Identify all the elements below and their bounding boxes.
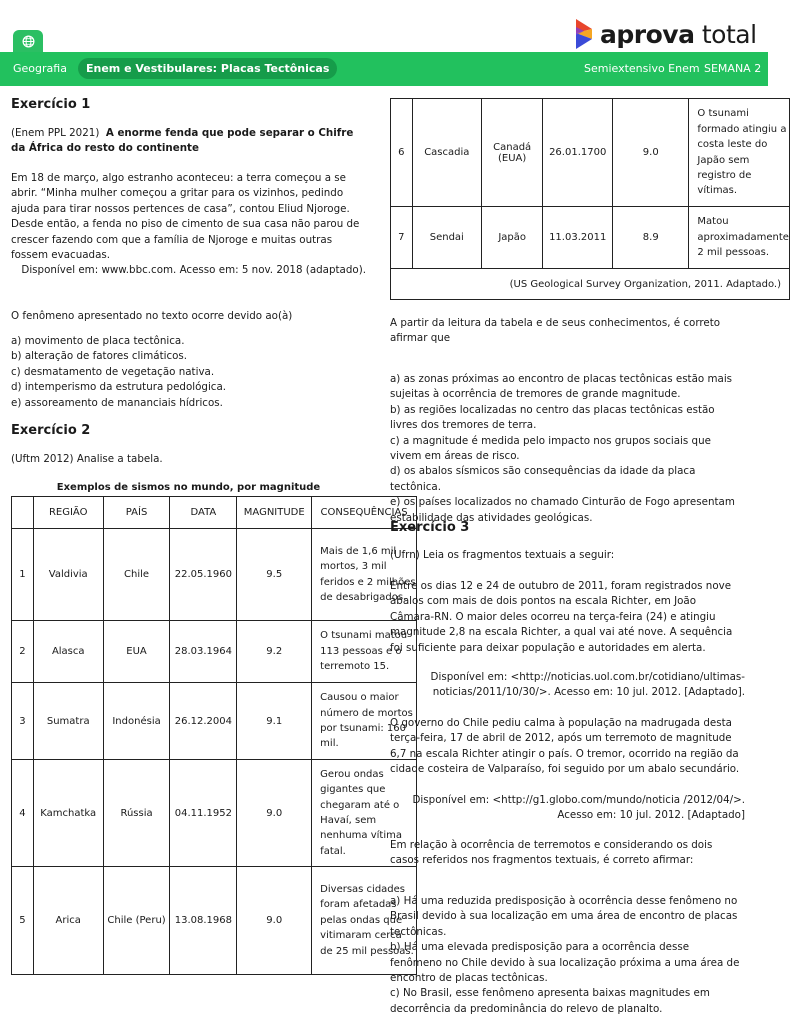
top-header: [0, 0, 768, 52]
table-header-row: [12, 497, 417, 529]
subject-link[interactable]: Geografia: [13, 62, 67, 75]
table-row: [391, 99, 790, 207]
option-b[interactable]: b) alteração de fatores climáticos.: [11, 350, 188, 363]
exercise-1-header: [11, 126, 369, 157]
exercise-3-citation-1: Disponível em: <http://noticias.uol.com.br/cotidiano/ultimas-noticias/2011/10/30/>. Acesso em: 10 jul. 2012. [Adaptado].: [430, 671, 745, 699]
option-e[interactable]: e) os países localizados no chamado Cinturão de Fogo apresentam estabilidade das atividades geológicas.: [390, 496, 735, 524]
table-cell: Gerou ondas gigantes que chegaram até o Havaí, sem nenhuma vítima fatal.: [312, 760, 417, 867]
exercise-3-question: Em relação à ocorrência de terremotos e considerando os dois casos referidos nos fragmentos textuais, é correto afirmar:: [390, 839, 713, 867]
table-cell: 11.03.2011: [543, 207, 613, 269]
exercise-2-question: A partir da leitura da tabela e de seus conhecimentos, é correto afirmar que: [390, 317, 721, 345]
option-d[interactable]: d) intemperismo da estrutura pedológica.: [11, 381, 227, 394]
exercise-3-fragment-1: Entre os dias 12 e 24 de outubro de 2011, foram registrados nove abalos com mais de dois pontos na escala Richter, em João Câmara-RN. O maior deles ocorreu na terça-feira (24) e atingiu magnitude 2,8 na escala Richter, a qual vai até nove. A sequência foi suficiente para deixar população e autoridades em alerta.: [390, 580, 733, 654]
table-row: [391, 207, 790, 269]
exercise-3-citation-2: Disponível em: <http://g1.globo.com/mundo/noticia /2012/04/>. Acesso em: 10 jul. 2012. [Adaptado]: [412, 794, 745, 822]
column-header: MAGNITUDE: [237, 497, 312, 529]
table-cell: 1: [12, 529, 34, 621]
table-cell: O tsunami formado atingiu a costa leste do Japão sem registro de vítimas.: [689, 99, 790, 207]
course-label[interactable]: Semiextensivo Enem: [584, 62, 700, 75]
table-cell: O tsunami matou 113 pessoas e o terremoto 15.: [312, 621, 417, 683]
table-cell: Valdivia: [33, 529, 103, 621]
exercise-1-headline: A enorme fenda que pode separar o Chifre da África do resto do continente: [11, 127, 354, 155]
table-cell: Cascadia: [412, 99, 481, 207]
option-a[interactable]: a) movimento de placa tectônica.: [11, 335, 185, 347]
week-label[interactable]: SEMANA 2: [704, 62, 762, 75]
logo-mark-icon: [574, 19, 594, 49]
table-cell: 04.11.1952: [170, 760, 237, 867]
earthquake-table-part1: [11, 496, 417, 975]
table-cell: Kamchatka: [33, 760, 103, 867]
table-cell: 3: [12, 683, 34, 760]
table-source: (US Geological Survey Organization, 2011. Adaptado.): [391, 269, 790, 300]
option-b[interactable]: b) as regiões localizadas no centro das placas tectônicas estão livres dos tremores de terra.: [390, 403, 715, 432]
exercise-3-title: Exercício 3: [390, 520, 470, 535]
option-a[interactable]: a) as zonas próximas ao encontro de placas tectônicas estão mais sujeitas à ocorrência de tremores de grande magnitude.: [390, 373, 733, 401]
table-cell: 9.0: [613, 99, 689, 207]
option-c[interactable]: c) No Brasil, esse fenômeno apresenta baixas magnitudes em decorrência da predominância do relevo de planalto.: [390, 987, 710, 1015]
option-e[interactable]: e) assoreamento de mananciais hídricos.: [11, 396, 223, 409]
exercise-1-citation: Disponível em: www.bbc.com. Acesso em: 5 nov. 2018 (adaptado).: [21, 264, 366, 276]
table-row: [12, 529, 417, 621]
option-c[interactable]: c) a magnitude é medida pelo impacto nos grupos sociais que vivem em áreas de risco.: [390, 434, 711, 463]
table-cell: 8.9: [613, 207, 689, 269]
column-header: [12, 497, 34, 529]
table-row: [12, 683, 417, 760]
globe-icon: [22, 35, 35, 48]
table-cell: Arica: [33, 867, 103, 975]
option-d[interactable]: d) os abalos sísmicos são consequências da idade da placa tectônica.: [390, 465, 696, 493]
table-cell: Indonésia: [103, 683, 170, 760]
table-cell: 9.1: [237, 683, 312, 760]
globe-button[interactable]: [13, 30, 43, 52]
table-cell: Chile (Peru): [103, 867, 170, 975]
table-cell: Chile: [103, 529, 170, 621]
table-cell: 9.0: [237, 867, 312, 975]
table-row: [12, 760, 417, 867]
earthquake-table-part2: [390, 98, 790, 300]
table-cell: Canadá (EUA): [481, 99, 542, 207]
table-cell: 5: [12, 867, 34, 975]
table-cell: Diversas cidades foram afetadas pelas ondas que vitimaram cerca de 25 mil pessoas.: [312, 867, 417, 975]
table-cell: Alasca: [33, 621, 103, 683]
table-cell: 4: [12, 760, 34, 867]
table-cell: 7: [391, 207, 413, 269]
exercise-3-source: (Ufrn) Leia os fragmentos textuais a seguir:: [390, 549, 615, 561]
table-cell: 22.05.1960: [170, 529, 237, 621]
topic-pill[interactable]: Enem e Vestibulares: Placas Tectônicas: [78, 58, 337, 79]
table-cell: 9.2: [237, 621, 312, 683]
table-cell: EUA: [103, 621, 170, 683]
table-cell: Causou o maior número de mortos por tsunami: 160 mil.: [312, 683, 417, 760]
option-c[interactable]: c) desmatamento de vegetação nativa.: [11, 365, 215, 378]
exercise-3-options: [390, 894, 742, 1017]
table-cell: 28.03.1964: [170, 621, 237, 683]
column-header: CONSEQUÊNCIAS: [312, 497, 417, 529]
course-nav-bar: [0, 52, 768, 86]
exercise-1-body: Em 18 de março, algo estranho aconteceu: a terra começou a se abrir. “Minha mulher começou a gritar para os vizinhos, pedindo ajuda para tirar nossos pertences de casa”, contou Eliud Njoroge. Desde então, a fenda no piso de cimento de sua casa não parou de crescer fazendo com que a família de Njoroge e muitas outras fossem evacuadas.: [11, 172, 360, 262]
table-row: [12, 867, 417, 975]
column-header: REGIÃO: [33, 497, 103, 529]
option-b[interactable]: b) Há uma elevada predisposição para a ocorrência desse fenômeno no Chile devido à sua localização próxima a uma área de encontro de placas tectônicas.: [390, 941, 740, 985]
option-a[interactable]: a) Há uma reduzida predisposição à ocorrência desse fenômeno no Brasil devido à sua localização em uma área de encontro de placas tectônicas.: [390, 895, 738, 938]
table-source-row: [391, 269, 790, 300]
exercise-1-title: Exercício 1: [11, 97, 91, 112]
table-cell: 9.0: [237, 760, 312, 867]
table-cell: 9.5: [237, 529, 312, 621]
exercise-1-question: O fenômeno apresentado no texto ocorre devido ao(à): [11, 310, 293, 322]
table-cell: 26.01.1700: [543, 99, 613, 207]
table-title: Exemplos de sismos no mundo, por magnitude: [56, 482, 321, 493]
table-cell: Matou aproximadamente 2 mil pessoas.: [689, 207, 790, 269]
table-cell: Mais de 1,6 mil mortos, 3 mil feridos e 2 milhões de desabrigados.: [312, 529, 417, 621]
exercise-3-fragment-2: O governo do Chile pediu calma à população na madrugada desta terça-feira, 17 de abril de 2012, após um terremoto de magnitude 6,7 na escala Richter atingir o país. O tremor, ocorrido na região da cidade costeira de Valparaíso, foi seguido por um abalo secundário.: [390, 717, 740, 776]
table-cell: 2: [12, 621, 34, 683]
table-cell: 6: [391, 99, 413, 207]
table-cell: Rússia: [103, 760, 170, 867]
exercise-2-options: [390, 372, 742, 526]
exercise-1-source: (Enem PPL 2021): [11, 127, 100, 139]
table-cell: 13.08.1968: [170, 867, 237, 975]
table-row: [12, 621, 417, 683]
column-header: DATA: [170, 497, 237, 529]
exercise-1-options: [11, 334, 371, 411]
table-cell: Japão: [481, 207, 542, 269]
table-cell: 26.12.2004: [170, 683, 237, 760]
aprova-total-logo[interactable]: aprova total: [574, 18, 757, 50]
exercise-2-source: (Uftm 2012) Analise a tabela.: [11, 453, 163, 465]
column-header: PAÍS: [103, 497, 170, 529]
table-cell: Sumatra: [33, 683, 103, 760]
exercise-2-title: Exercício 2: [11, 423, 91, 438]
table-cell: Sendai: [412, 207, 481, 269]
